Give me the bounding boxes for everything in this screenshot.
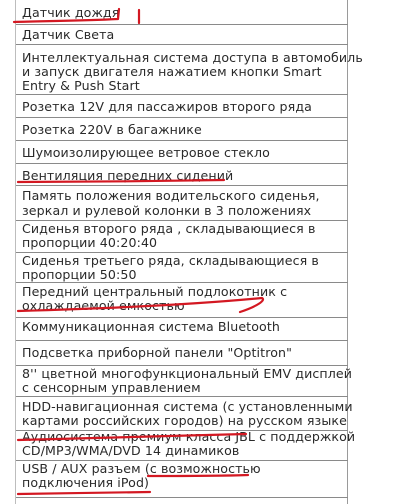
feature-line: Датчик дождя: [22, 5, 120, 20]
feature-line: пропорции 50:50: [22, 267, 137, 282]
feature-line: с сенсорным управлением: [22, 380, 201, 395]
feature-line: Аудиосистема премиум класса JBL с поддержкой: [22, 429, 356, 444]
feature-line: Шумоизолирующее ветровое стекло: [22, 145, 270, 160]
feature-line: Вентиляция передних сидений: [22, 168, 234, 183]
feature-line: Датчик Света: [22, 27, 115, 42]
feature-row: [16, 253, 348, 283]
feature-line: пропорции 40:20:40: [22, 235, 158, 250]
feature-line: Сиденья второго ряда , складывающиеся в: [22, 221, 316, 236]
feature-row: [16, 186, 348, 221]
feature-line: CD/MP3/WMA/DVD 14 динамиков: [22, 443, 240, 458]
feature-row: [16, 221, 348, 253]
feature-line: 8'' цветной многофункциональный EMV дисплей: [22, 366, 352, 381]
feature-line: Entry & Push Start: [22, 78, 140, 93]
feature-row: [16, 397, 353, 431]
feature-row: [16, 118, 348, 141]
feature-row: [16, 429, 356, 461]
feature-row: [16, 0, 348, 25]
feature-row: [16, 283, 348, 318]
feature-line: Память положения водительского сиденья,: [22, 188, 320, 203]
feature-line: картами российских городов) на русском языке: [22, 413, 347, 428]
feature-line: подключения iPod): [22, 475, 150, 490]
feature-line: зеркал и рулевой колонки в 3 положениях: [22, 203, 312, 218]
feature-line: USB / AUX разъем (с возможностью: [22, 461, 261, 476]
feature-line: Подсветка приборной панели "Optitron": [22, 345, 292, 360]
feature-line: охлаждаемой емкостью: [22, 298, 185, 313]
feature-row: [16, 461, 348, 498]
feature-row: [16, 318, 348, 341]
feature-line: Коммуникационная система Bluetooth: [22, 319, 280, 334]
feature-line: Передний центральный подлокотник с: [22, 284, 288, 299]
feature-line: Интеллектуальная система доступа в автомобиль: [22, 50, 363, 65]
feature-line: Розетка 220V в багажнике: [22, 122, 202, 137]
feature-row: [16, 341, 348, 366]
feature-row: [16, 164, 348, 186]
feature-row: [16, 45, 363, 95]
feature-line: Сиденья третьего ряда, складывающиеся в: [22, 253, 319, 268]
feature-row: [16, 95, 348, 118]
feature-row: [16, 25, 348, 45]
feature-line: HDD-навигационная система (с установленными: [22, 399, 353, 414]
feature-line: Розетка 12V для пассажиров второго ряда: [22, 99, 312, 114]
feature-row: [16, 366, 352, 397]
feature-row: [16, 141, 348, 164]
feature-line: и запуск двигателя нажатием кнопки Smart: [22, 64, 322, 79]
